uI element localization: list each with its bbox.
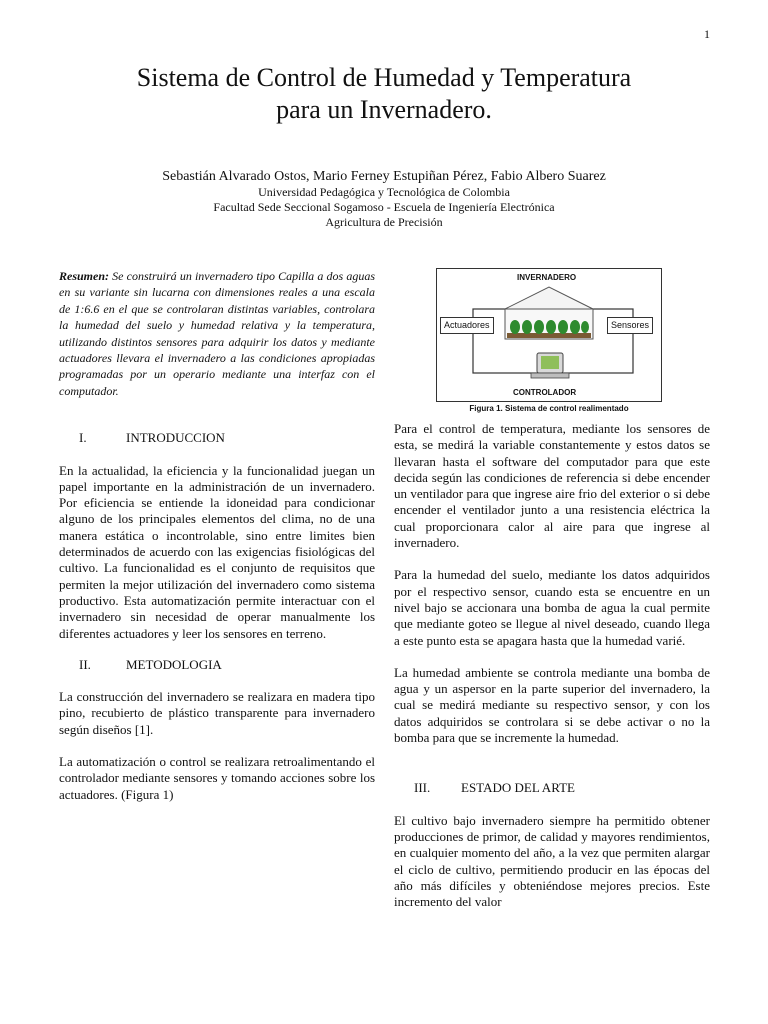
metodologia-paragraph-1: La construcción del invernadero se realizara en madera tipo pino, recubierto de plástico transparente para invernadero según diseños [1]. bbox=[59, 689, 375, 737]
author-block bbox=[60, 168, 708, 230]
humedad-ambiente-paragraph: La humedad ambiente se controla mediante una bomba de agua y un aspersor en la parte superior del invernadero, la cual se medirá mediante su respectivo sensor, y con los datos adquiridos se controlara si se debe activar o no la bomba para que se incremente la humedad. bbox=[394, 664, 710, 746]
section-number: III. bbox=[414, 780, 431, 796]
metodologia-paragraph-2: La automatización o control se realizara retroalimentando el controlador mediante sensores y tomando acciones sobre los actuadores. (Figura 1) bbox=[59, 754, 375, 802]
affiliation-faculty: Facultad Sede Seccional Sogamoso - Escuela de Ingeniería Electrónica bbox=[213, 200, 555, 214]
author-names: Sebastián Alvarado Ostos, Mario Ferney Estupiñan Pérez, Fabio Albero Suarez bbox=[162, 169, 606, 184]
monitor-screen-icon bbox=[541, 356, 559, 369]
greenhouse-roof-icon bbox=[505, 287, 593, 309]
section-heading-estado-del-arte bbox=[394, 780, 710, 796]
affiliation-department: Agricultura de Precisión bbox=[325, 215, 443, 229]
section-heading-introduccion bbox=[59, 430, 375, 446]
figure-caption: Figura 1. Sistema de control realimentado bbox=[469, 404, 629, 413]
keyboard-icon bbox=[531, 373, 569, 378]
label-controlador: CONTROLADOR bbox=[513, 388, 577, 397]
diagram-graphics bbox=[437, 269, 661, 401]
label-sensores: Sensores bbox=[607, 317, 653, 334]
abstract-text: Se construirá un invernadero tipo Capilla a dos aguas en su variante sin lucarna con dimensiones reales a una escala de 1:6.6 en el que se controlaran distintas variables, controlara la humedad del suelo y humedad relativa y la temperatura, utilizando distintos sensores para adquirir los datos y mediante actuadores llevara el invernadero a las condiciones apropiadas programadas por un operario mediante una interfaz con el computador. bbox=[59, 269, 375, 398]
section-number: I. bbox=[79, 430, 87, 446]
label-invernadero: INVERNADERO bbox=[517, 273, 577, 282]
humedad-suelo-paragraph: Para la humedad del suelo, mediante los datos adquiridos por el respectivo sensor, cuando esta se encuentre en un nivel bajo se accionara una bomba de agua la cual permite que mediante goteo se llegue al nivel deseado, cuando llega a este punto esta se apagara hasta que la humedad varié. bbox=[394, 567, 710, 648]
abstract bbox=[59, 268, 375, 399]
paper-title bbox=[60, 62, 708, 126]
affiliation-university: Universidad Pedagógica y Tecnológica de Colombia bbox=[258, 185, 510, 199]
temperatura-paragraph: Para el control de temperatura, mediante los sensores de esta, se medirá la variable constantemente y estos datos se llevaran hasta el software del computador para que este decida según las condiciones de referencia si debe encender un ventilador para que ingrese aire frio del exterior o si debe encender el ventilador junto a una resistencia eléctrica la cual proporcionara calor al aire para que ingrese al invernadero. bbox=[394, 421, 710, 551]
abstract-label: Resumen: bbox=[59, 269, 110, 283]
title-line-2: para un Invernadero. bbox=[276, 95, 492, 124]
left-column bbox=[59, 268, 375, 803]
section-number: II. bbox=[79, 656, 91, 672]
right-column bbox=[394, 421, 710, 910]
section-heading-metodologia bbox=[59, 657, 375, 673]
section-title: ESTADO DEL ARTE bbox=[461, 780, 575, 796]
page-number: 1 bbox=[704, 27, 710, 41]
estado-del-arte-paragraph: El cultivo bajo invernadero siempre ha permitido obtener producciones de primor, de calidad y mayores rendimientos, en cualquier momento del año, a la vez que permiten alargar el ciclo de cultivo, permitiendo producir en las épocas del año más difíciles y obteniéndose mejores precios. Este incremento del valor bbox=[394, 812, 710, 910]
figure-1 bbox=[436, 268, 662, 413]
label-actuadores: Actuadores bbox=[440, 317, 494, 334]
soil-icon bbox=[507, 333, 591, 338]
control-diagram bbox=[436, 268, 662, 402]
intro-paragraph: En la actualidad, la eficiencia y la funcionalidad juegan un papel importante en la administración de un invernadero. Por eficiencia se entiende la idoneidad para condicionar alguno de los principales elementos del clima, no de una manera estática o incontrolable, sino entre limites bien determinados de acuerdo con las exigencias fisiológicas del cultivo. La funcionalidad es el conjunto de requisitos que permiten la mejor utilización del invernadero como sistema productivo. Esta automatización permite interactuar con el invernadero sin necesidad de operar manualmente los diferentes actuadores y leer los sensores en terreno. bbox=[59, 462, 375, 641]
section-title: INTRODUCCION bbox=[126, 430, 225, 446]
section-title: METODOLOGIA bbox=[126, 656, 222, 672]
title-line-1: Sistema de Control de Humedad y Temperatura bbox=[136, 63, 632, 92]
